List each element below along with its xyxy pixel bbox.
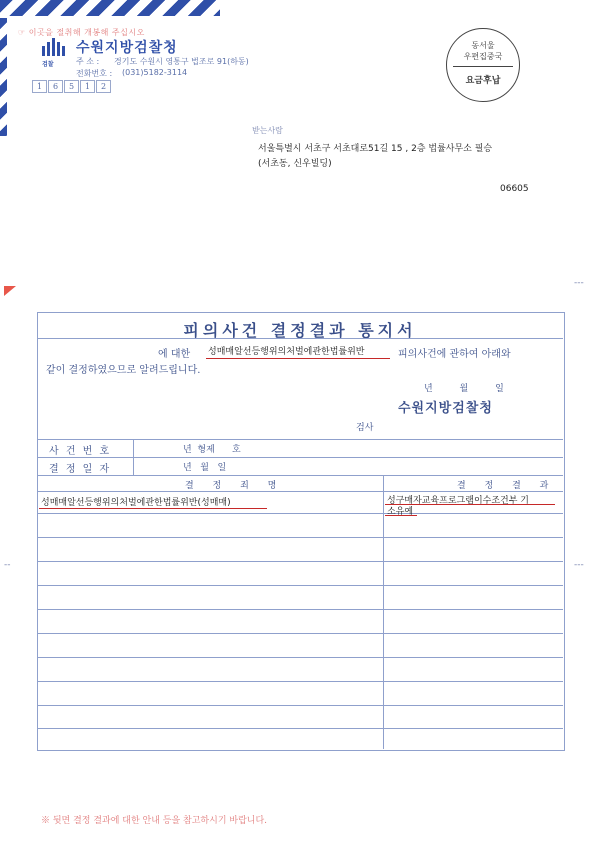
postal-digit: 5 <box>64 80 79 93</box>
notice-date: 년 월 일 <box>424 384 516 394</box>
recipient-address-line1: 서울특별시 서초구 서초대로51길 15 , 2층 법률사무소 필승 <box>258 144 493 154</box>
prosecution-logo-icon <box>42 38 68 56</box>
postal-digit: 2 <box>96 80 111 93</box>
postal-digit: 1 <box>32 80 47 93</box>
column-header-result: 결 정 결 과 <box>457 481 557 491</box>
decision-result-line1: 성구매자교육프로그램이수조건부 기 <box>387 496 529 506</box>
airmail-stripe <box>0 0 220 16</box>
postage-stamp <box>446 28 520 102</box>
case-number-label: 사 건 번 호 <box>49 446 112 457</box>
column-header-charge: 결 정 죄 명 <box>185 481 285 491</box>
side-stripe <box>0 18 7 136</box>
intro-suffix: 피의사건에 관하여 아래와 <box>398 349 511 360</box>
recipient-label: 받는사람 <box>252 126 283 135</box>
stamp-line3: 요금후납 <box>465 76 501 86</box>
recipient-address-line2: (서초동, 신우빌딩) <box>258 159 332 169</box>
footnote: ※ 뒷면 결정 결과에 대한 안내 등을 참고하시기 바랍니다. <box>41 816 268 826</box>
intro-prefix: 에 대한 <box>158 349 191 360</box>
margin-dash: -- <box>4 560 11 570</box>
prosecutor-label: 검사 <box>356 423 374 433</box>
logo-text: 검찰 <box>42 61 54 68</box>
issuing-office: 수원지방검찰청 <box>398 401 493 416</box>
address-label: 주 소 : <box>76 57 100 66</box>
margin-dash: --- <box>574 278 584 288</box>
phone-label: 전화번호 : <box>76 69 113 78</box>
recipient-zip: 06605 <box>500 184 529 194</box>
charge-name: 성매매알선등행위의처벌에관한법률위반 <box>208 347 365 357</box>
sender-org: 수원지방검찰청 <box>76 40 178 56</box>
result-underline2 <box>385 515 417 516</box>
sender-address: 경기도 수원시 영통구 법조로 91(하동) <box>114 57 249 66</box>
intro-line2: 같이 결정하였으므로 알려드립니다. <box>46 365 201 376</box>
decision-result-line2: 소유예 <box>387 507 414 517</box>
decision-table <box>37 439 563 749</box>
decided-charge: 성매매알선등행위의처벌에관한법률위반(성매매) <box>41 498 231 508</box>
case-number-value: 년 형제 호 <box>183 445 241 455</box>
stamp-line1: 동서울 <box>471 41 495 50</box>
postal-code-boxes <box>32 80 112 93</box>
postal-digit: 6 <box>48 80 63 93</box>
decision-date-label: 결 정 일 자 <box>49 464 112 475</box>
sender-phone: (031)5182-3114 <box>122 68 188 77</box>
notice-title: 피의사건 결정결과 통지서 <box>183 321 417 340</box>
charge-underline <box>206 358 390 359</box>
margin-dash: --- <box>574 560 584 570</box>
corner-mark <box>4 286 16 296</box>
charge-item-underline <box>39 508 267 509</box>
tear-hint: ☞ 이곳을 절취해 개봉해 주십시오 <box>18 28 145 37</box>
stamp-line2: 우편집중국 <box>463 52 503 61</box>
postal-digit: 1 <box>80 80 95 93</box>
decision-date-value: 년 월 일 <box>183 463 227 473</box>
